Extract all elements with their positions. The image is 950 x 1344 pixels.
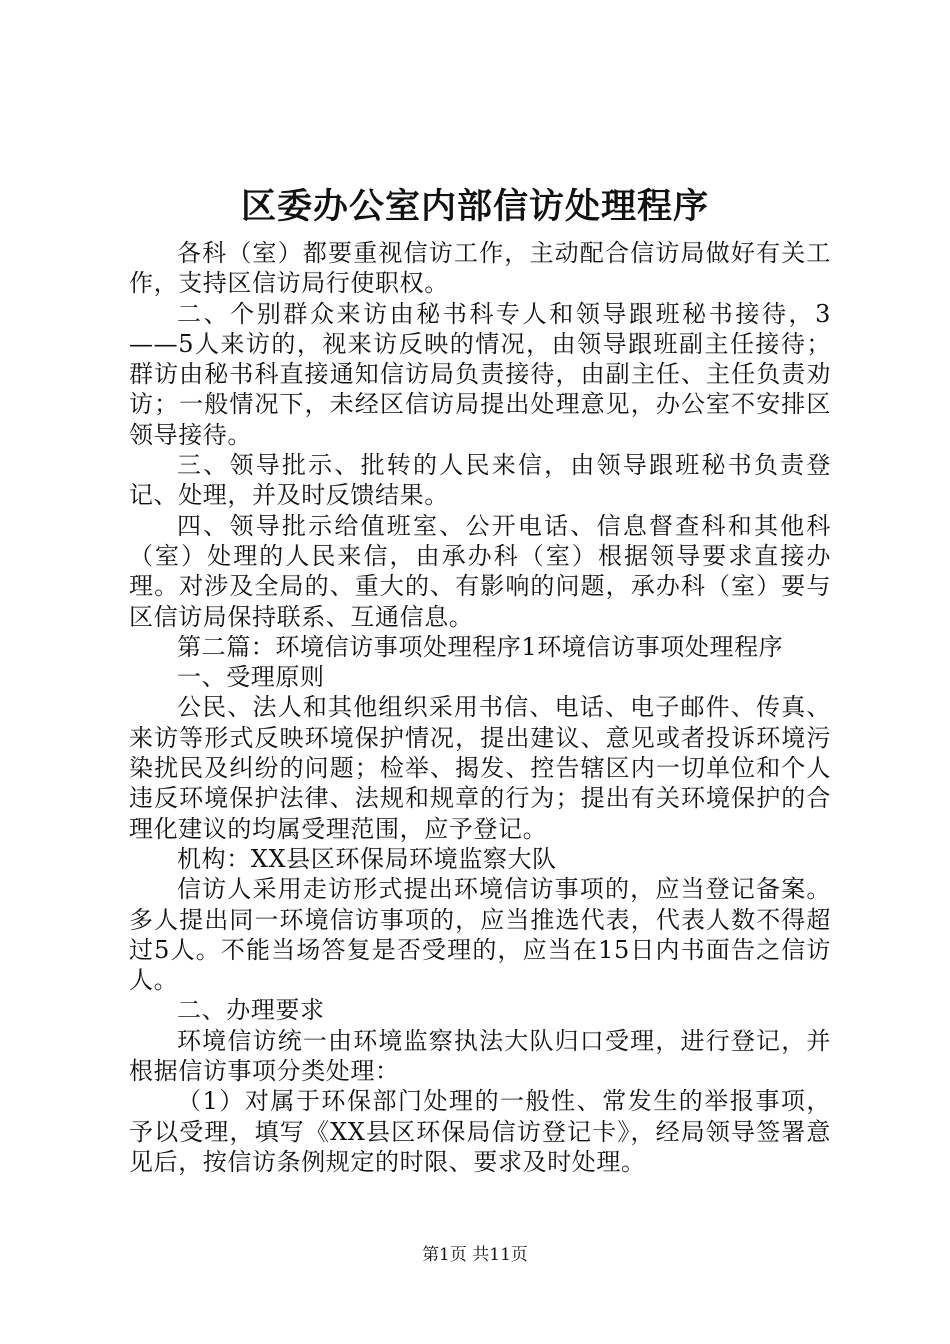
paragraph: （1）对属于环保部门处理的一般性、常发生的举报事项，予以受理，填写《XX县区环保局信访登记卡》，经局领导签署意见后，按信访条例规定的时限、要求及时处理。	[129, 1087, 831, 1176]
document-body	[129, 238, 831, 1177]
subsection-heading: 二、办理要求	[177, 996, 325, 1025]
paragraph: 各科（室）都要重视信访工作，主动配合信访局做好有关工作，支持区信访局行使职权。	[129, 239, 831, 298]
page-number-footer: 第1页 共11页	[422, 1245, 528, 1265]
paragraph: 四、领导批示给值班室、公开电话、信息督查科和其他科（室）处理的人民来信，由承办科（室）根据领导要求直接办理。对涉及全局的、重大的、有影响的问题，承办科（室）要与区信访局保持联系、互通信息。	[129, 511, 831, 631]
section-heading: 第二篇：环境信访事项处理程序1环境信访事项处理程序	[177, 632, 784, 661]
paragraph: 公民、法人和其他组织采用书信、电话、电子邮件、传真、来访等形式反映环境保护情况，提出建议、意见或者投诉环境污染扰民及纠纷的问题；检举、揭发、控告辖区内一切单位和个人违反环境保护法律、法规和规章的行为；提出有关环境保护的合理化建议的均属受理范围，应予登记。	[129, 693, 831, 843]
subsection-heading: 一、受理原则	[177, 663, 325, 692]
paragraph: 环境信访统一由环境监察执法大队归口受理，进行登记，并根据信访事项分类处理：	[129, 1026, 831, 1086]
paragraph: 信访人采用走访形式提出环境信访事项的，应当登记备案。多人提出同一环境信访事项的，应当推选代表，代表人数不得超过5人。不能当场答复是否受理的，应当在15日内书面告之信访人。	[129, 875, 831, 995]
paragraph: 机构：XX县区环保局环境监察大队	[177, 844, 557, 873]
paragraph: 二、个别群众来访由秘书科专人和领导跟班秘书接待，3——5人来访的，视来访反映的情况，由领导跟班副主任接待；群访由秘书科直接通知信访局负责接待，由副主任、主任负责劝访；一般情况下，未经区信访局提出处理意见，办公室不安排区领导接待。	[129, 299, 831, 449]
paragraph: 三、领导批示、批转的人民来信，由领导跟班秘书负责登记、处理，并及时反馈结果。	[129, 451, 831, 510]
document-title: 区委办公室内部信访处理程序	[240, 187, 709, 227]
